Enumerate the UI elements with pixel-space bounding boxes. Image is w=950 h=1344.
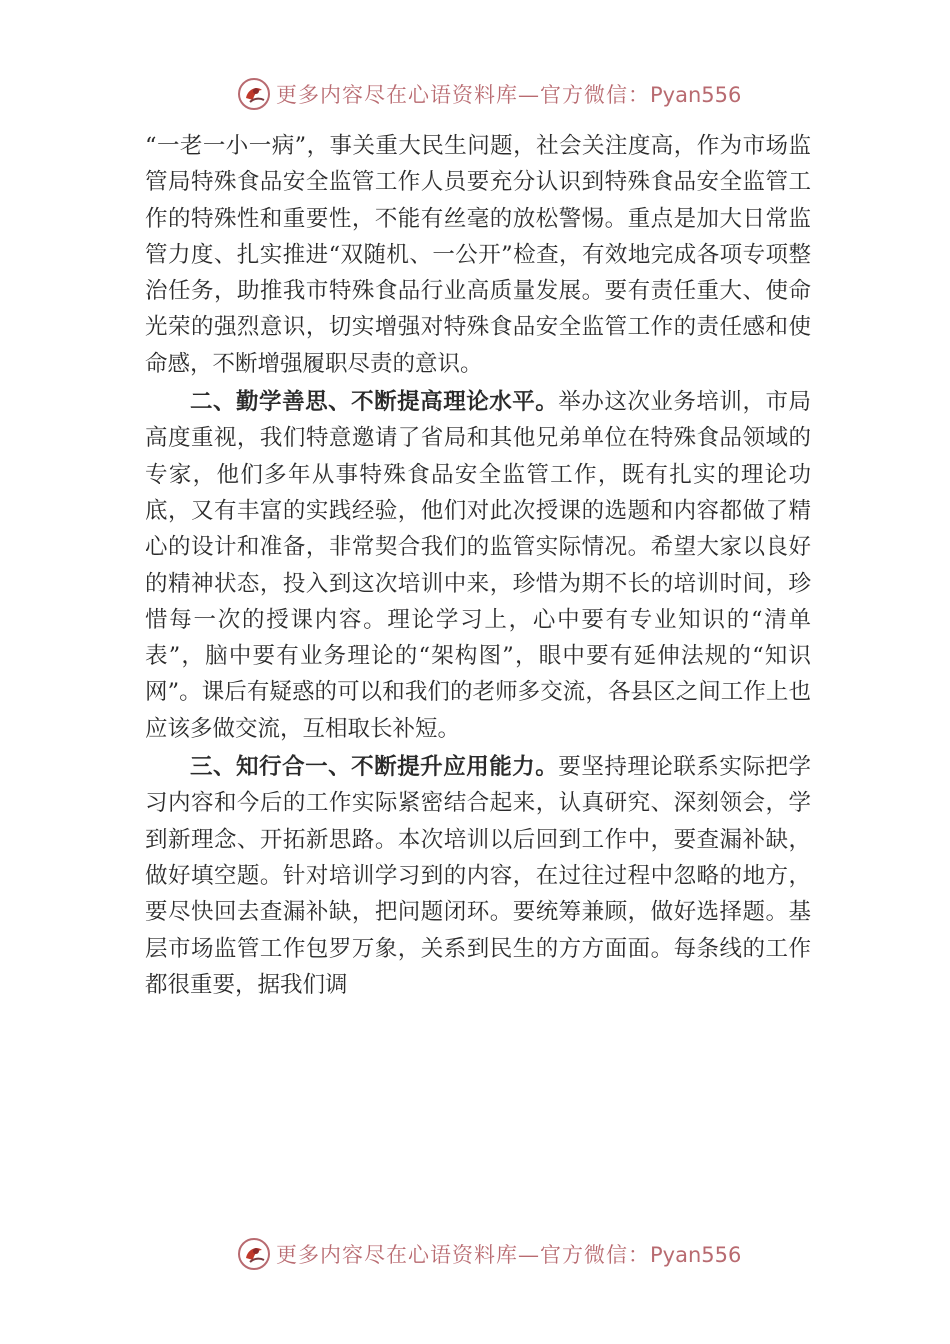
watermark-wechat-id: Pyan556: [650, 1243, 742, 1267]
watermark-wechat-id: Pyan556: [650, 83, 742, 107]
watermark-text: 更多内容尽在心语资料库—官方微信：Pyan556: [276, 1243, 742, 1267]
section-3-heading: 三、知行合一、不断提升应用能力。: [190, 754, 559, 781]
footer-watermark: [236, 1234, 741, 1274]
watermark-text: 更多内容尽在心语资料库—官方微信：Pyan556: [276, 83, 742, 107]
rose-logo-icon: [236, 76, 272, 112]
paragraph-1-body: “一老一小一病”，事关重大民生问题，社会关注度高，作为市场监管局特殊食品安全监管工作人员要充分认识到特殊食品安全监管工作的特殊性和重要性，不能有丝毫的放松警惕。重点是加大日常监管力度、扎实推进“双随机、一公开”检查，有效地完成各项专项整治任务，助推我市特殊食品行业高质量发展。要有责任重大、使命光荣的强烈意识，切实增强对特殊食品安全监管工作的责任感和使命感，不断增强履职尽责的意识。: [145, 133, 811, 377]
paragraph-1: [145, 128, 811, 382]
document-body: [145, 128, 811, 1003]
paragraph-3: [145, 749, 811, 1003]
paragraph-3-body: 要坚持理论联系实际把学习内容和今后的工作实际紧密结合起来，认真研究、深刻领会，学到新理念、开拓新思路。本次培训以后回到工作中，要查漏补缺，做好填空题。针对培训学习到的内容，在过往过程中忽略的地方，要尽快回去查漏补缺，把问题闭环。要统筹兼顾，做好选择题。基层市场监管工作包罗万象，关系到民生的方方面面。每条线的工作都很重要，据我们调: [145, 754, 811, 998]
header-watermark: [236, 74, 741, 114]
rose-logo-icon: [236, 1236, 272, 1272]
paragraph-2: [145, 384, 811, 747]
paragraph-2-body: 举办这次业务培训，市局高度重视，我们特意邀请了省局和其他兄弟单位在特殊食品领域的专家，他们多年从事特殊食品安全监管工作，既有扎实的理论功底，又有丰富的实践经验，他们对此次授课的选题和内容都做了精心的设计和准备，非常契合我们的监管实际情况。希望大家以良好的精神状态，投入到这次培训中来，珍惜为期不长的培训时间，珍惜每一次的授课内容。理论学习上，心中要有专业知识的“清单表”，脑中要有业务理论的“架构图”，眼中要有延伸法规的“知识网”。课后有疑惑的可以和我们的老师多交流，各县区之间工作上也应该多做交流，互相取长补短。: [145, 389, 811, 742]
section-2-heading: 二、勤学善思、不断提高理论水平。: [190, 389, 559, 416]
